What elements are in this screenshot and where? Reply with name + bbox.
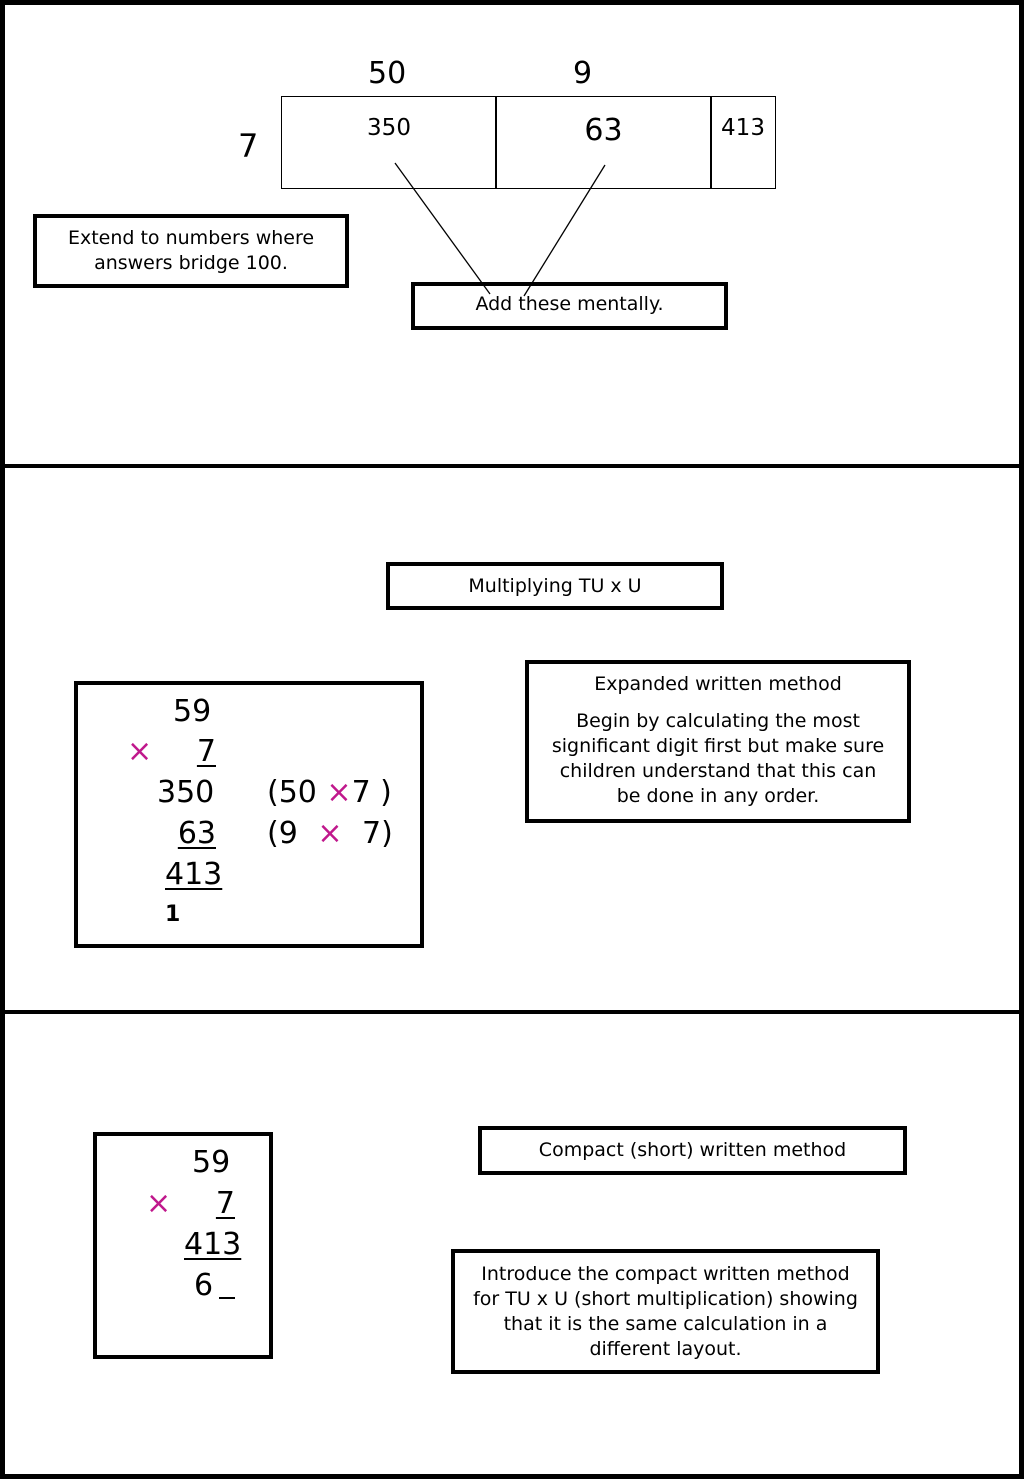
compact-times-icon: ×	[146, 1186, 172, 1221]
grid-col-header-tens: 50	[368, 56, 407, 91]
note-tens-times-icon: ×	[326, 775, 352, 810]
expanded-partial-units: 63	[177, 816, 216, 851]
compact-multiplier: 7	[215, 1186, 235, 1221]
extend-note-text: Extend to numbers where answers bridge 100.	[67, 227, 315, 274]
grid-cell-total: 413	[710, 96, 776, 189]
expanded-note-tens: (50 ×7 )	[267, 775, 392, 810]
grid-row-header: 7	[238, 127, 259, 165]
expanded-carry-digit: 1	[165, 902, 181, 927]
compact-total: 413	[184, 1227, 242, 1262]
grid-cell-units-product: 63	[495, 96, 712, 189]
expanded-multiplier: 7	[196, 734, 216, 769]
compact-method-description: Introduce the compact written method for TU x U (short multiplication) showing that it is the same calculation in a different layout.	[473, 1262, 858, 1360]
add-mentally-note	[411, 282, 728, 330]
compact-carry-underline	[219, 1297, 235, 1299]
expanded-method-description: Begin by calculating the most significant digit first but make sure children understand that this can be done in any order.	[551, 710, 885, 807]
compact-method-box	[451, 1249, 880, 1374]
expanded-method-title: Expanded written method	[594, 673, 842, 695]
section3-title: Compact (short) written method	[538, 1139, 847, 1161]
expanded-partial-tens: 350	[157, 775, 215, 810]
section-divider-2	[0, 1010, 1024, 1014]
compact-calculation-box	[93, 1132, 273, 1359]
expanded-calculation-box	[74, 681, 424, 948]
expanded-multiplicand: 59	[173, 694, 212, 729]
add-mentally-text: Add these mentally.	[475, 293, 664, 315]
expanded-times-icon: ×	[127, 734, 153, 769]
extend-note	[33, 214, 349, 288]
grid-col-header-units: 9	[573, 56, 593, 91]
note-units-times-icon: ×	[317, 816, 343, 851]
compact-carry-digit: 6	[194, 1268, 214, 1303]
section3-title-box	[478, 1126, 907, 1175]
grid-cell-tens-product: 350	[281, 96, 497, 189]
section2-title-box	[386, 562, 724, 610]
compact-multiplicand: 59	[192, 1145, 231, 1180]
expanded-note-units: (9 × 7)	[267, 816, 393, 851]
section2-title: Multiplying TU x U	[468, 574, 642, 597]
section-divider-1	[0, 464, 1024, 468]
expanded-method-box	[525, 660, 911, 823]
expanded-total: 413	[165, 857, 223, 892]
